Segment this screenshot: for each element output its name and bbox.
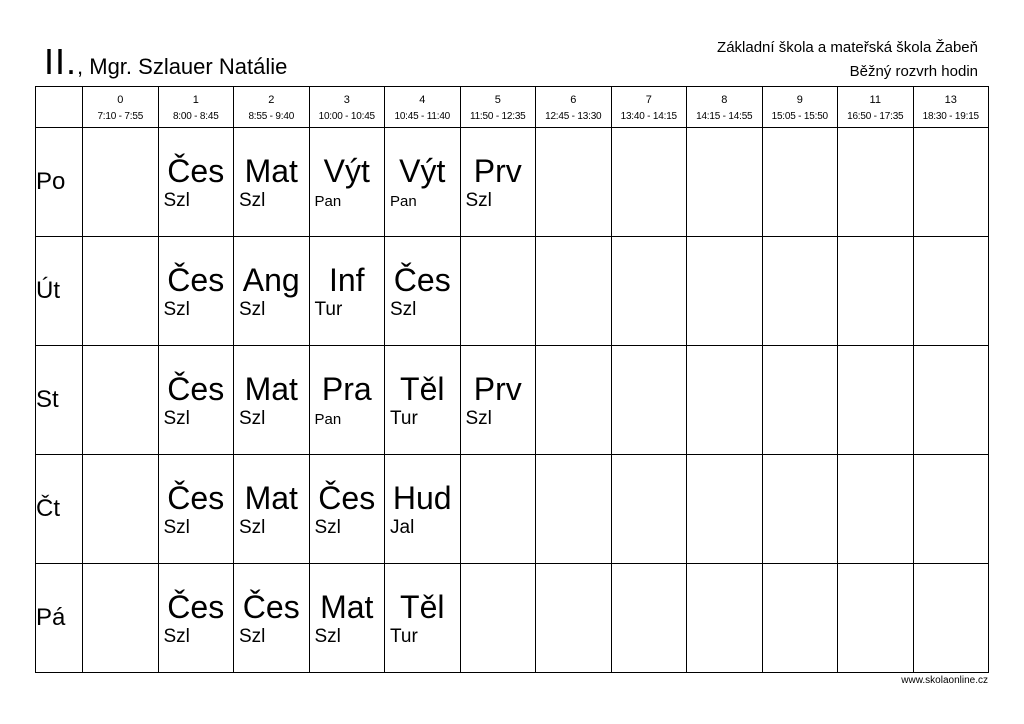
lesson xyxy=(234,455,309,563)
lesson xyxy=(159,237,234,345)
empty-cell xyxy=(611,455,687,564)
empty-cell xyxy=(536,128,612,237)
day-label: Čt xyxy=(36,455,83,564)
lesson xyxy=(159,346,234,454)
subject-abbr: Čes xyxy=(167,152,225,189)
period-time: 14:15 - 14:55 xyxy=(687,106,763,128)
lesson-cell xyxy=(234,455,310,564)
period-time: 10:45 - 11:40 xyxy=(385,106,461,128)
lesson-cell xyxy=(309,564,385,673)
empty-cell xyxy=(838,455,914,564)
empty-cell xyxy=(83,237,159,346)
subject-abbr: Mat xyxy=(320,588,374,625)
period-number: 8 xyxy=(687,87,763,107)
lesson xyxy=(234,237,309,345)
class-name: II. xyxy=(44,41,78,82)
subject-abbr: Těl xyxy=(400,588,445,625)
lesson-cell xyxy=(234,128,310,237)
teacher-abbr: Jal xyxy=(390,516,415,538)
teacher-abbr: Szl xyxy=(163,189,190,211)
lesson-cell xyxy=(385,346,461,455)
lesson xyxy=(310,237,385,345)
teacher-abbr: Szl xyxy=(239,407,266,429)
empty-cell xyxy=(611,346,687,455)
teacher-abbr: Szl xyxy=(163,407,190,429)
footer-url: www.skolaonline.cz xyxy=(901,675,988,686)
teacher-abbr: Szl xyxy=(239,625,266,647)
lesson-cell xyxy=(234,346,310,455)
period-time-row xyxy=(36,106,989,128)
period-time: 16:50 - 17:35 xyxy=(838,106,914,128)
subject-abbr: Čes xyxy=(242,588,300,625)
lesson-cell xyxy=(234,237,310,346)
teacher-abbr: Szl xyxy=(163,625,190,647)
lesson-cell xyxy=(385,237,461,346)
period-number: 9 xyxy=(762,87,838,107)
empty-cell xyxy=(536,237,612,346)
lesson xyxy=(385,346,460,454)
teacher-abbr: Szl xyxy=(239,298,266,320)
empty-cell xyxy=(611,128,687,237)
lesson xyxy=(385,237,460,345)
lesson xyxy=(234,564,309,672)
day-row xyxy=(36,346,989,455)
empty-cell xyxy=(838,128,914,237)
day-label: Po xyxy=(36,128,83,237)
subject-abbr: Prv xyxy=(473,370,522,407)
lesson-cell xyxy=(158,455,234,564)
subject-abbr: Výt xyxy=(323,153,370,189)
lesson xyxy=(159,455,234,563)
teacher-abbr: Szl xyxy=(163,298,190,320)
empty-cell xyxy=(83,128,159,237)
page-title xyxy=(44,41,288,82)
lesson-cell xyxy=(158,346,234,455)
day-row xyxy=(36,128,989,237)
empty-cell xyxy=(536,346,612,455)
subject-abbr: Inf xyxy=(328,261,365,298)
teacher-abbr: Szl xyxy=(239,189,266,211)
period-number: 11 xyxy=(838,87,914,107)
period-time: 10:00 - 10:45 xyxy=(309,106,385,128)
period-time: 8:00 - 8:45 xyxy=(158,106,234,128)
lesson xyxy=(310,346,385,454)
teacher-abbr: Szl xyxy=(314,516,341,538)
period-time: 13:40 - 14:15 xyxy=(611,106,687,128)
subject-abbr: Čes xyxy=(393,261,451,298)
period-number-row xyxy=(36,87,989,107)
subject-abbr: Ang xyxy=(242,261,300,298)
subject-abbr: Čes xyxy=(167,479,225,516)
teacher-abbr: Pan xyxy=(314,193,342,210)
schedule-type: Běžný rozvrh hodin xyxy=(849,63,978,80)
timetable-grid xyxy=(35,86,989,673)
period-number: 7 xyxy=(611,87,687,107)
day-row xyxy=(36,237,989,346)
lesson xyxy=(385,455,460,563)
subject-abbr: Mat xyxy=(244,479,298,516)
day-row xyxy=(36,564,989,673)
empty-cell xyxy=(913,564,989,673)
empty-cell xyxy=(762,564,838,673)
lesson-cell xyxy=(309,237,385,346)
empty-cell xyxy=(762,455,838,564)
lesson-cell xyxy=(309,455,385,564)
lesson xyxy=(385,128,460,236)
lesson xyxy=(461,128,536,236)
empty-cell xyxy=(762,237,838,346)
lesson-cell xyxy=(385,455,461,564)
empty-cell xyxy=(913,455,989,564)
subject-abbr: Hud xyxy=(392,479,452,516)
empty-cell xyxy=(611,237,687,346)
empty-cell xyxy=(536,564,612,673)
school-name: Základní škola a mateřská škola Žabeň xyxy=(717,39,978,56)
empty-cell xyxy=(460,455,536,564)
lesson-cell xyxy=(385,128,461,237)
lesson-cell xyxy=(158,564,234,673)
day-row xyxy=(36,455,989,564)
lesson-cell xyxy=(234,564,310,673)
lesson xyxy=(159,128,234,236)
period-number: 4 xyxy=(385,87,461,107)
empty-cell xyxy=(611,564,687,673)
teacher-abbr: Szl xyxy=(465,407,492,429)
period-number: 6 xyxy=(536,87,612,107)
empty-cell xyxy=(913,237,989,346)
empty-cell xyxy=(83,346,159,455)
subject-abbr: Čes xyxy=(167,261,225,298)
empty-cell xyxy=(687,128,763,237)
lesson-cell xyxy=(385,564,461,673)
subject-abbr: Mat xyxy=(244,370,298,407)
period-number: 0 xyxy=(83,87,159,107)
period-number: 13 xyxy=(913,87,989,107)
empty-cell xyxy=(913,346,989,455)
teacher-abbr: Tur xyxy=(390,625,418,647)
empty-cell xyxy=(83,564,159,673)
subject-abbr: Pra xyxy=(321,371,372,407)
subject-abbr: Čes xyxy=(318,479,376,516)
period-number: 2 xyxy=(234,87,310,107)
teacher-abbr: Pan xyxy=(314,411,342,428)
subject-abbr: Mat xyxy=(244,152,298,189)
teacher-abbr: Szl xyxy=(314,625,341,647)
teacher-abbr: Pan xyxy=(390,193,417,210)
lesson xyxy=(461,346,536,454)
period-time: 11:50 - 12:35 xyxy=(460,106,536,128)
teacher-abbr: Szl xyxy=(390,298,417,320)
lesson-cell xyxy=(158,128,234,237)
teacher-name: , Mgr. Szlauer Natálie xyxy=(77,54,288,79)
empty-cell xyxy=(687,564,763,673)
empty-cell xyxy=(762,128,838,237)
empty-cell xyxy=(838,237,914,346)
empty-cell xyxy=(838,564,914,673)
lesson xyxy=(310,564,385,672)
period-time: 12:45 - 13:30 xyxy=(536,106,612,128)
period-time: 7:10 - 7:55 xyxy=(83,106,159,128)
lesson-cell xyxy=(158,237,234,346)
teacher-abbr: Tur xyxy=(390,407,418,429)
period-time: 15:05 - 15:50 xyxy=(762,106,838,128)
period-number: 5 xyxy=(460,87,536,107)
lesson-cell xyxy=(309,346,385,455)
lesson xyxy=(385,564,460,672)
day-label: Pá xyxy=(36,564,83,673)
day-label: Út xyxy=(36,237,83,346)
period-time: 18:30 - 19:15 xyxy=(913,106,989,128)
subject-abbr: Čes xyxy=(167,588,225,625)
period-number: 1 xyxy=(158,87,234,107)
empty-cell xyxy=(913,128,989,237)
subject-abbr: Těl xyxy=(400,370,445,407)
corner-cell xyxy=(36,87,83,128)
empty-cell xyxy=(687,237,763,346)
empty-cell xyxy=(687,455,763,564)
empty-cell xyxy=(536,455,612,564)
lesson xyxy=(234,346,309,454)
subject-abbr: Čes xyxy=(167,370,225,407)
teacher-abbr: Szl xyxy=(465,189,492,211)
teacher-abbr: Szl xyxy=(239,516,266,538)
lesson-cell xyxy=(460,128,536,237)
teacher-abbr: Szl xyxy=(163,516,190,538)
empty-cell xyxy=(460,564,536,673)
empty-cell xyxy=(838,346,914,455)
subject-abbr: Výt xyxy=(399,153,446,189)
period-time: 8:55 - 9:40 xyxy=(234,106,310,128)
lesson xyxy=(234,128,309,236)
empty-cell xyxy=(687,346,763,455)
period-number: 3 xyxy=(309,87,385,107)
lesson xyxy=(310,128,385,236)
empty-cell xyxy=(762,346,838,455)
lesson xyxy=(159,564,234,672)
day-label: St xyxy=(36,346,83,455)
teacher-abbr: Tur xyxy=(314,298,343,320)
lesson xyxy=(310,455,385,563)
empty-cell xyxy=(460,237,536,346)
lesson-cell xyxy=(460,346,536,455)
subject-abbr: Prv xyxy=(473,152,522,189)
empty-cell xyxy=(83,455,159,564)
lesson-cell xyxy=(309,128,385,237)
